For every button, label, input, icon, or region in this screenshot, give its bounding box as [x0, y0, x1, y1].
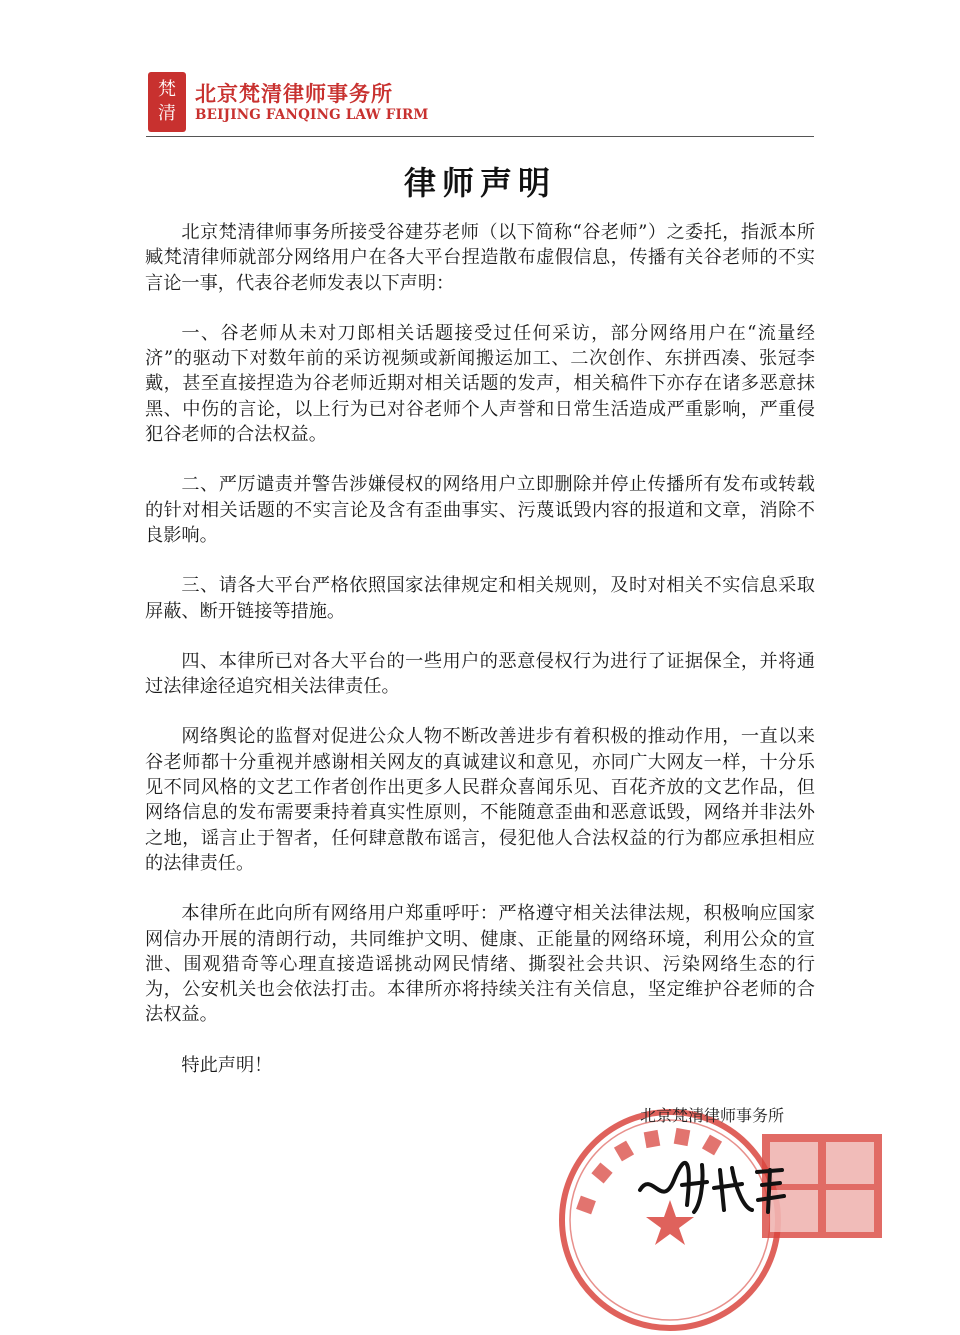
logo-char: 清 — [158, 103, 176, 124]
clause-3-paragraph: 三、请各大平台严格依照国家法律规定和相关规则，及时对相关不实信息采取屏蔽、断开链接等措施。 — [145, 575, 815, 622]
closing-statement: 特此声明！ — [181, 1054, 273, 1076]
logo-char: 梵 — [158, 79, 176, 100]
firm-logo — [148, 72, 186, 132]
firm-name-cn: 北京梵清律师事务所 — [195, 82, 393, 106]
clause-2-paragraph: 二、严厉谴责并警告涉嫌侵权的网络用户立即删除并停止传播所有发布或转载的针对相关话题的不实言论及含有歪曲事实、污蔑诋毁内容的报道和文章，消除不良影响。 — [145, 474, 815, 546]
clause-1-paragraph: 一、谷老师从未对刀郎相关话题接受过任何采访，部分网络用户在“流量经济”的驱动下对数年前的采访视频或新闻搬运加工、二次创作、东拼西凑、张冠李戴，甚至直接捏造为谷老师近期对相关话题的发声，相关稿件下亦存在诸多恶意抹黑、中伤的言论，以上行为已对谷老师个人声誉和日常生活造成严重影响，严重侵犯谷老师的合法权益。 — [145, 322, 815, 446]
firm-seal — [555, 1105, 785, 1335]
document-title: 律师声明 — [403, 164, 556, 202]
statement-body — [145, 220, 815, 1103]
appeal-paragraph: 本律所在此向所有网络用户郑重呼吁：严格遵守相关法律法规，积极响应国家网信办开展的清朗行动，共同维护文明、健康、正能量的网络环境，利用公众的宣泄、围观猎奇等心理直接造谣挑动网民情绪、撕裂社会共识、污染网络生态的行为，公安机关也会依法打击。本律所亦将持续关注有关信息，坚定维护谷老师的合法权益。 — [145, 903, 815, 1026]
clause-4-paragraph: 四、本律所已对各大平台的一些用户的恶意侵权行为进行了证据保全，并将通过法律途径追究相关法律责任。 — [145, 650, 815, 698]
intro-paragraph: 北京梵清律师事务所接受谷建芬老师（以下简称“谷老师”）之委托，指派本所臧梵清律师就部分网络用户在各大平台捏造散布虚假信息，传播有关谷老师的不实言论一事，代表谷老师发表以下声明： — [145, 222, 815, 294]
header-divider — [146, 136, 814, 137]
opinion-paragraph: 网络舆论的监督对促进公众人物不断改善进步有着积极的推动作用，一直以来谷老师都十分重视并感谢相关网友的真诚建议和意见，亦同广大网友一样，十分乐见不同风格的文艺工作者创作出更多人民群众喜闻乐见、百花齐放的文艺作品，但网络信息的发布需要秉持着真实性原则，不能随意歪曲和恶意诋毁，网络并非法外之地，谣言止于智者，任何肆意散布谣言，侵犯他人合法权益的行为都应承担相应的法律责任。 — [145, 726, 815, 874]
firm-name-en: BEIJING FANQING LAW FIRM — [195, 107, 429, 123]
signature-firm-name: 北京梵清律师事务所 — [640, 1106, 785, 1125]
handwritten-signature — [632, 1150, 792, 1220]
